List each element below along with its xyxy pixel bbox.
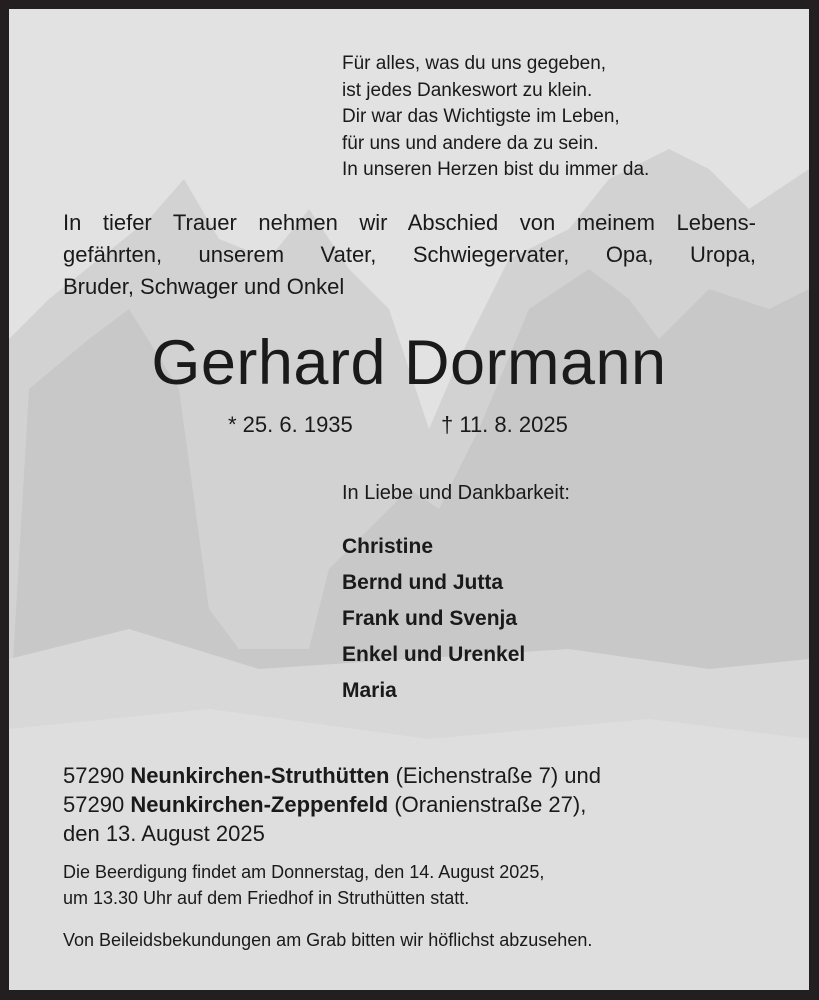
address-line xyxy=(63,761,601,790)
thanks-line: In Liebe und Dankbarkeit: xyxy=(342,482,570,504)
obituary-card xyxy=(9,9,809,990)
funeral-info xyxy=(63,859,544,911)
address-zip: 57290 xyxy=(63,763,125,788)
poem-line: In unseren Herzen bist du immer da. xyxy=(342,159,650,180)
family-member: Frank und Svenja xyxy=(342,607,518,630)
address-place: Neunkirchen-Zeppenfeld xyxy=(130,792,389,817)
poem-line: Dir war das Wichtigste im Leben, xyxy=(342,106,620,127)
intro-line: Bruder, Schwager und Onkel xyxy=(63,274,345,299)
funeral-line: um 13.30 Uhr auf dem Friedhof in Struthütten statt. xyxy=(63,888,470,908)
address-line xyxy=(63,790,601,819)
intro-line: gefährten, unserem Vater, Schwiegervater, Opa, Uropa, xyxy=(63,242,756,267)
address-block xyxy=(63,761,601,848)
intro-line: In tiefer Trauer nehmen wir Abschied von meinem Lebens- xyxy=(63,210,756,235)
funeral-line: Die Beerdigung findet am Donnerstag, den 14. August 2025, xyxy=(63,862,545,882)
poem-line: Für alles, was du uns gegeben, xyxy=(342,53,607,74)
address-street: (Eichenstraße 7) und xyxy=(395,763,601,788)
closing-note: Von Beileidsbekundungen am Grab bitten wir höflichst abzusehen. xyxy=(63,930,593,950)
family-member: Maria xyxy=(342,679,397,702)
address-zip: 57290 xyxy=(63,792,125,817)
deceased-name: Gerhard Dormann xyxy=(151,328,667,398)
poem xyxy=(342,51,649,184)
date-line: den 13. August 2025 xyxy=(63,821,265,846)
poem-line: ist jedes Dankeswort zu klein. xyxy=(342,79,593,101)
family-member: Bernd und Jutta xyxy=(342,571,503,594)
birth-date: * 25. 6. 1935 xyxy=(228,412,353,437)
family-member: Enkel und Urenkel xyxy=(342,643,526,666)
death-date: † 11. 8. 2025 xyxy=(441,412,568,437)
address-place: Neunkirchen-Struthütten xyxy=(130,763,390,788)
address-street: (Oranienstraße 27), xyxy=(394,792,587,817)
intro-text xyxy=(63,207,756,303)
family-member: Christine xyxy=(342,535,434,558)
poem-line: für uns und andere da zu sein. xyxy=(342,132,599,154)
